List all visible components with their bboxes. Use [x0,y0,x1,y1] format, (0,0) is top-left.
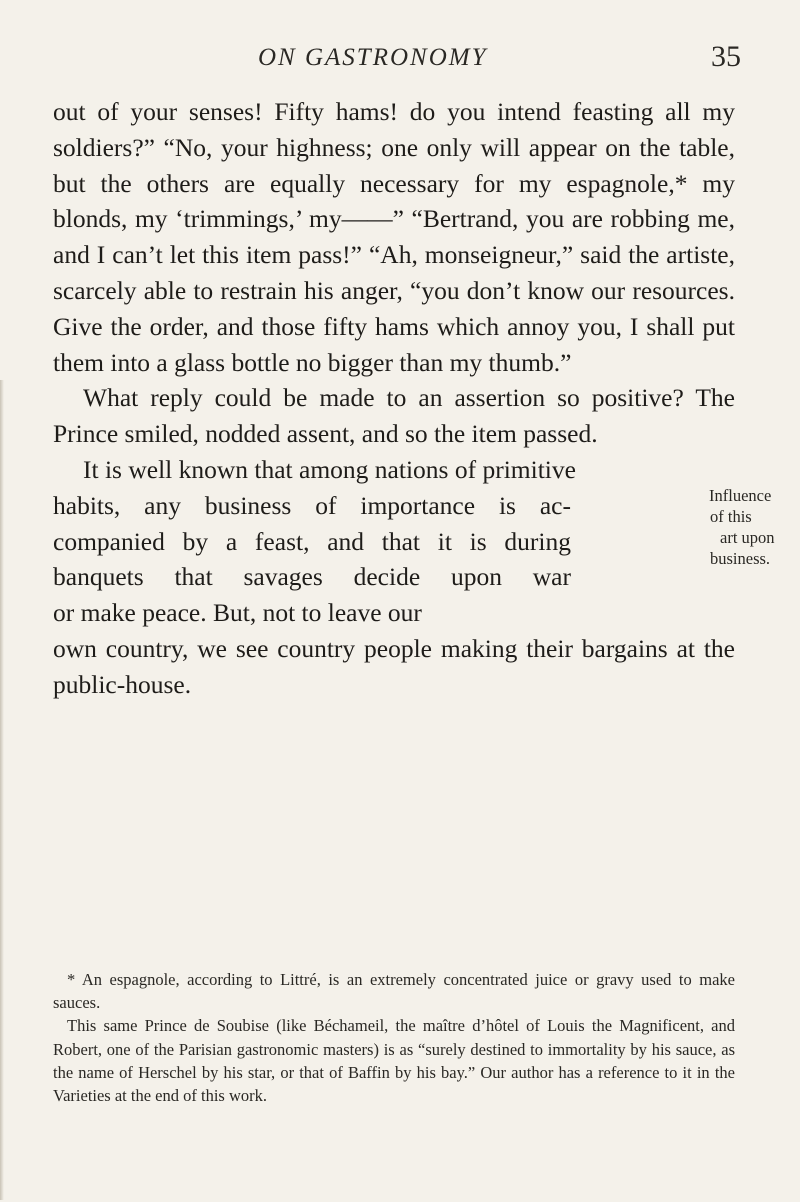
paragraph-3-line-5: or make peace. But, not to leave our [53,598,422,628]
paragraph-1: out of your senses! Fifty hams! do you intend feasting all my soldiers?” “No, your highness; one only will appear on the table, but the others are equally necessary for my espagnole,* my blonds, my ‘trimmings,’ my——” “Bertrand, you are robbing me, and I can’t let this item pass!” “Ah, monseigneur,” said the artiste, scarcely able to restrain his anger, “you don’t know our resources. Give the order, and those fifty hams which annoy you, I shall put them into a glass bottle no bigger than my thumb.” [53,97,735,377]
paragraph-3-line-2: habits, any business of importance is ac- [53,490,571,520]
paragraph-3-line-4: banquets that savages decide upon war [53,562,571,592]
page-header [0,40,800,84]
marginal-note-line-4: business. [710,548,771,568]
body-text [53,94,775,703]
page-number: 35 [711,40,741,73]
marginal-note-line-3: art upon [720,527,775,547]
paragraph-3-line-3: companied by a feast, and that it is during [53,526,571,556]
paragraph-3-with-marginal-note [53,452,775,703]
footnote-1: * An espagnole, according to Littré, is an extremely concentrated juice or gravy used to make sauces. [53,970,735,1013]
running-head: ON GASTRONOMY [258,44,488,71]
paragraph-2: What reply could be made to an assertion so positive? The Prince smiled, nodded assent, and so the item passed. [53,383,735,449]
footnote-2: This same Prince de Soubise (like Béchameil, the maître d’hôtel of Louis the Magnificent, and Robert, one of the Parisian gastronomic masters) is as “surely destined to immortality by his sauce, as the name of Herschel by his star, or that of Baffin by his bay.” Our author has a reference to it in the Varieties at the end of this work. [53,1016,735,1106]
page-binding-shadow [0,380,4,1200]
paragraph-3-rest: own country, we see country people making their bargains at the public-house. [53,633,735,699]
footnote [53,968,735,1107]
marginal-note [707,485,800,569]
paragraph-3-narrow-block [53,488,571,631]
marginal-note-line-2: of this [710,506,752,526]
paragraph-3-first-line: It is well known that among nations of primitive [83,454,576,484]
marginal-note-line-1: Influence [709,485,772,505]
